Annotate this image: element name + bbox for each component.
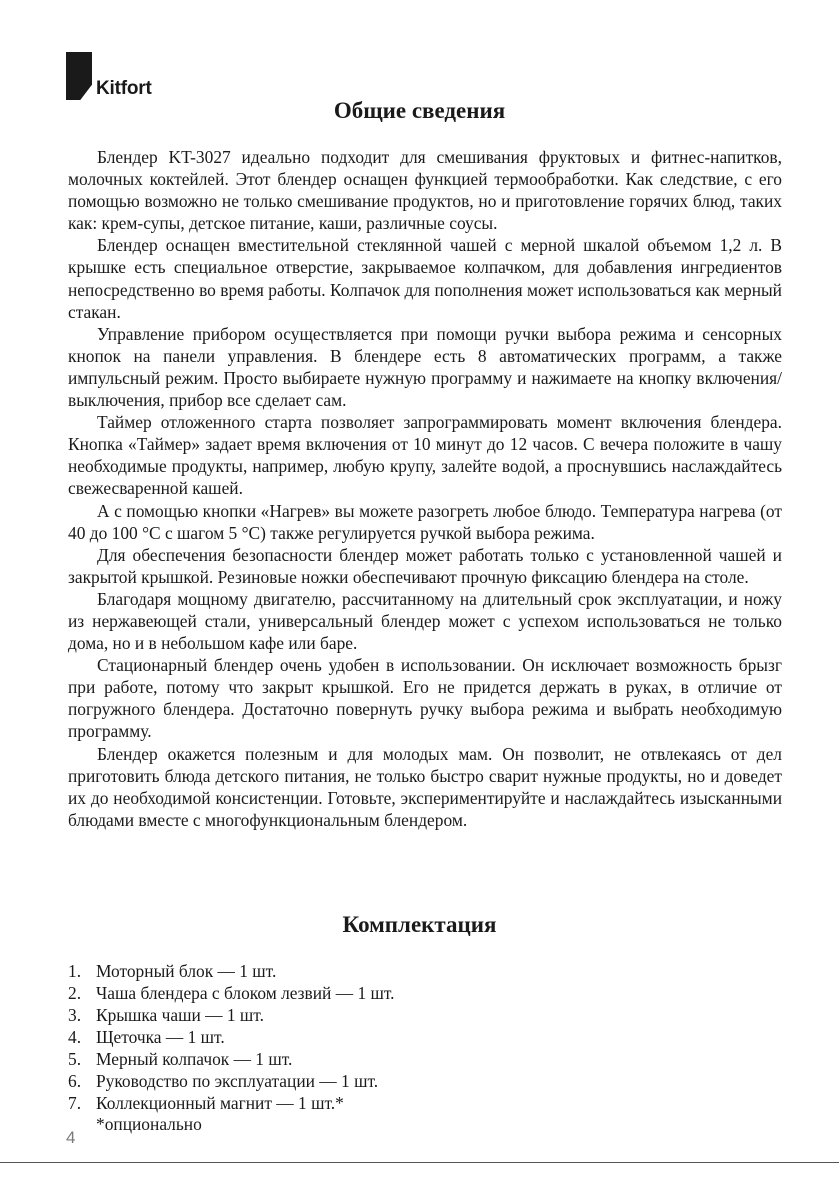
list-item: 6. Руководство по эксплуатации — 1 шт.	[68, 1071, 379, 1091]
section-title-kit: Комплектация	[342, 912, 497, 937]
paragraph: Блендер KT-3027 идеально подходит для смешивания фруктовых и фитнес-напитков, молочных коктейлей. Этот блендер оснащен функцией термообработки. Как следствие, с его помощью возможно не только смешивание продуктов, но и приготовление горячих блюд, таких как: крем-супы, детское питание, каши, различные соусы.	[68, 147, 782, 234]
paragraph: Управление прибором осуществляется при помощи ручки выбора режима и сенсорных кнопок на панели управления. В блендере есть 8 автоматических программ, а также импульсный режим. Просто выбираете нужную программу и нажимаете на кнопку включения/выключения, прибор все сделает сам.	[68, 323, 782, 411]
section-title-general: Общие сведения	[333, 98, 506, 123]
list-item: 5. Мерный колпачок — 1 шт.	[68, 1049, 293, 1069]
list-item: 4. Щеточка — 1 шт.	[68, 1027, 225, 1047]
list-item: 1. Моторный блок — 1 шт.	[68, 961, 277, 981]
bottom-divider	[0, 1162, 839, 1163]
kit-list	[68, 960, 668, 1114]
footnote: *опционально	[96, 1114, 202, 1134]
paragraph: Благодаря мощному двигателю, рассчитанному на длительный срок эксплуатации, и ножу из нержавеющей стали, универсальный блендер может с успехом использоваться не только дома, но и в небольшом кафе или баре.	[68, 588, 782, 654]
paragraph: Блендер оснащен вместительной стеклянной чашей с мерной шкалой объемом 1,2 л. В крышке есть специальное отверстие, закрываемое колпачком, для добавления ингредиентов непосредственно во время работы. Колпачок для пополнения может использоваться как мерный стакан.	[68, 235, 782, 322]
brand-name: Kitfort	[96, 78, 152, 99]
paragraph: А с помощью кнопки «Нагрев» вы можете разогреть любое блюдо. Температура нагрева (от 40 до 100 °С с шагом 5 °С) также регулируется ручкой выбора режима.	[68, 500, 782, 543]
general-body	[68, 146, 782, 831]
paragraph: Для обеспечения безопасности блендер может работать только с установленной чашей и закрытой крышкой. Резиновые ножки обеспечивают прочную фиксацию блендера на столе.	[68, 544, 782, 587]
list-item: 2. Чаша блендера с блоком лезвий — 1 шт.	[68, 983, 395, 1003]
list-item: 7. Коллекционный магнит — 1 шт.*	[68, 1093, 344, 1113]
paragraph: Стационарный блендер очень удобен в использовании. Он исключает возможность брызг при работе, потому что закрыт крышкой. Его не придется держать в руках, в отличие от погружного блендера. Достаточно повернуть ручку выбора режима и выбрать необходимую программу.	[68, 655, 782, 742]
paragraph: Блендер окажется полезным и для молодых мам. Он позволит, не отвлекаясь от дел приготовить блюда детского питания, не только быстро сварит нужные продукты, но и доведет их до необходимой консистенции. Готовьте, экспериментируйте и наслаждайтесь изысканными блюдами вместе с многофункциональным блендером.	[68, 743, 782, 830]
brand-logo	[66, 52, 166, 102]
page-number: 4	[66, 1128, 76, 1147]
list-item: 3. Крышка чаши — 1 шт.	[68, 1005, 264, 1025]
paragraph: Таймер отложенного старта позволяет запрограммировать момент включения блендера. Кнопка «Таймер» задает время включения от 10 минут до 12 часов. С вечера положите в чашу необходимые продукты, например, любую крупу, залейте водой, а проснувшись наслаждайтесь свежесваренной кашей.	[68, 412, 782, 499]
kitfort-logo-icon	[66, 52, 92, 100]
